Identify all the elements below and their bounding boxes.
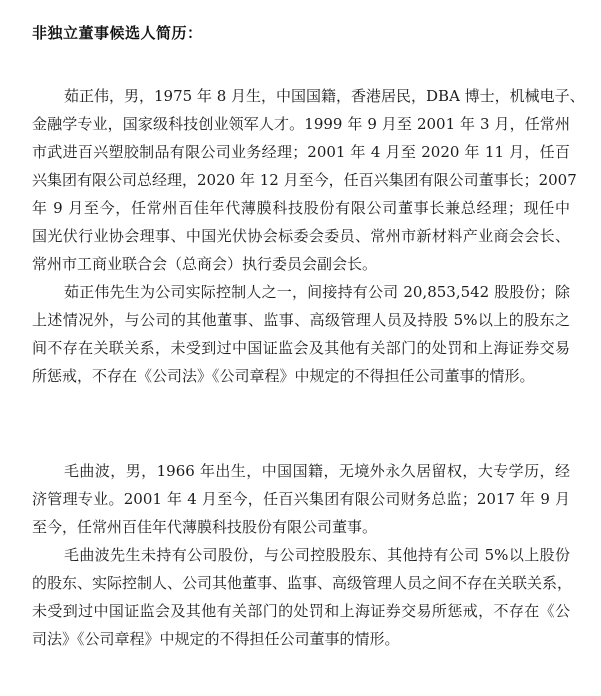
section-heading: 非独立董事候选人简历： xyxy=(32,24,203,42)
statement-line: 未受到过中国证监会及其他有关部门的处罚和上海证券交易所惩戒，不存在《公 xyxy=(32,602,570,620)
bio-line: 金融学专业，国家级科技创业领军人才。1999 年 9 月至 2001 年 3 月，任常州 xyxy=(32,115,570,133)
bio-line: 兴集团有限公司总经理，2020 年 12 月至今，任百兴集团有限公司董事长；2007 xyxy=(32,171,577,189)
bio-line: 常州市工商业联合会（总商会）执行委员会副会长。 xyxy=(32,255,378,273)
statement-line: 司法》《公司章程》中规定的不得担任公司董事的情形。 xyxy=(32,630,400,648)
bio-line: 市武进百兴塑胶制品有限公司业务经理；2001 年 4 月至 2020 年 11 月，任百 xyxy=(32,143,570,161)
bio-line: 年 9 月至今，任常州百佳年代薄膜科技股份有限公司董事长兼总经理；现任中 xyxy=(32,199,570,217)
bio-line: 国光伏行业协会理事、中国光伏协会标委会委员、常州市新材料产业商会会长、 xyxy=(32,227,570,245)
bio-line: 茹正伟，男，1975 年 8 月生，中国国籍，香港居民，DBA 博士，机械电子、 xyxy=(64,87,585,105)
statement-line: 的股东、实际控制人、公司其他董事、监事、高级管理人员之间不存在关联关系， xyxy=(32,574,573,592)
bio-line: 济管理专业。2001 年 4 月至今，任百兴集团有限公司财务总监；2017 年 9 月 xyxy=(32,490,570,508)
statement-line: 所惩戒，不存在《公司法》《公司章程》中规定的不得担任公司董事的情形。 xyxy=(32,367,535,385)
bio-line: 至今，任常州百佳年代薄膜科技股份有限公司董事。 xyxy=(32,518,378,536)
bio-line: 毛曲波，男，1966 年出生，中国国籍，无境外永久居留权，大专学历，经 xyxy=(64,462,570,480)
statement-line: 上述情况外，与公司的其他董事、监事、高级管理人员及持股 5%以上的股东之 xyxy=(32,311,570,329)
statement-line: 茹正伟先生为公司实际控制人之一，间接持有公司 20,853,542 股股份；除 xyxy=(64,283,570,301)
statement-line: 毛曲波先生未持有公司股份，与公司控股股东、其他持有公司 5%以上股份 xyxy=(64,546,570,564)
statement-line: 间不存在关联关系，未受到过中国证监会及其他有关部门的处罚和上海证券交易 xyxy=(32,339,570,357)
